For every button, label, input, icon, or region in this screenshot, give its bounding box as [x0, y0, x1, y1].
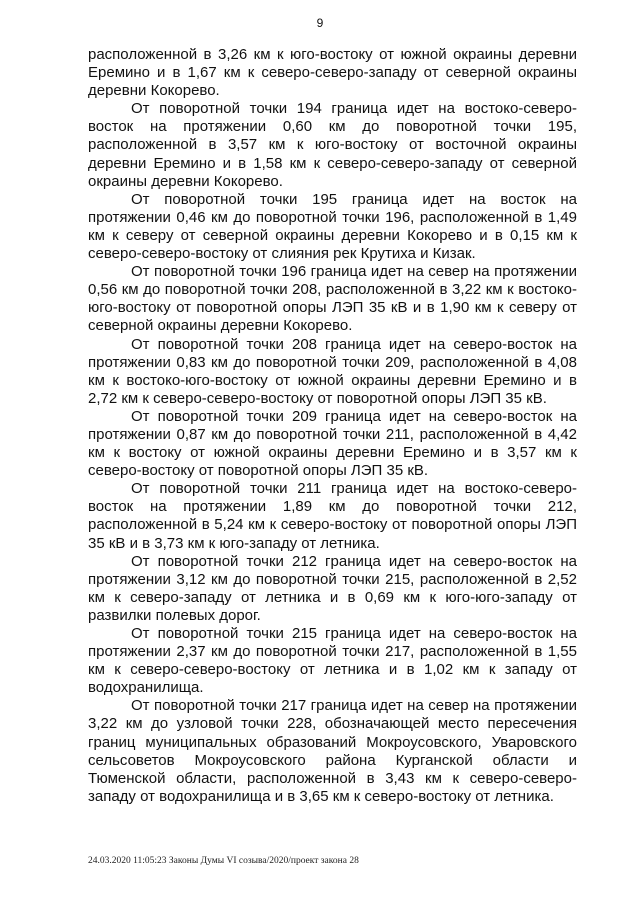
paragraph: От поворотной точки 215 граница идет на северо-восток на протяжении 2,37 км до поворотной точки 217, расположенной в 1,55 км к северо-северо-востоку от летника и в 1,02 км к западу от водохранилища.	[88, 625, 577, 697]
document-footer: 24.03.2020 11:05:23 Законы Думы VI созыва/2020/проект закона 28	[88, 856, 359, 866]
paragraph: От поворотной точки 209 граница идет на северо-восток на протяжении 0,87 км до поворотной точки 211, расположенной в 4,42 км к востоку от южной окраины деревни Еремино и в 3,57 км к северо-востоку от поворотной опоры ЛЭП 35 кВ.	[88, 407, 577, 480]
document-body	[88, 46, 577, 806]
paragraph: расположенной в 3,26 км к юго-востоку от южной окраины деревни Еремино и в 1,67 км к северо-северо-западу от северной окраины деревни Кокорево.	[88, 46, 577, 100]
paragraph: От поворотной точки 217 граница идет на север на протяжении 3,22 км до узловой точки 228, обозначающей место пересечения границ муниципальных образований Мокроусовского, Уваровского сельсоветов Мокроусовского района Курганской области и Тюменской области, расположенной в 3,43 км к северо-северо-западу от водохранилища и в 3,65 км к северо-востоку от летника.	[88, 697, 577, 805]
paragraph: От поворотной точки 212 граница идет на северо-восток на протяжении 3,12 км до поворотной точки 215, расположенной в 2,52 км к северо-западу от летника и в 0,69 км к юго-юго-западу от развилки полевых дорог.	[88, 552, 577, 624]
page-number: 9	[316, 16, 324, 30]
paragraph: От поворотной точки 194 граница идет на востоко-северо-восток на протяжении 0,60 км до поворотной точки 195, расположенной в 3,57 км к юго-востоку от восточной окраины деревни Еремино и в 1,58 км к северо-северо-западу от северной окраины деревни Кокорево.	[88, 100, 577, 190]
paragraph: От поворотной точки 208 граница идет на северо-восток на протяжении 0,83 км до поворотной точки 209, расположенной в 4,08 км к востоко-юго-востоку от южной окраины деревни Еремино и в 2,72 км к северо-северо-востоку от поворотной опоры ЛЭП 35 кВ.	[88, 335, 577, 407]
paragraph: От поворотной точки 211 граница идет на востоко-северо-восток на протяжении 1,89 км до поворотной точки 212, расположенной в 5,24 км к северо-востоку от поворотной опоры ЛЭП 35 кВ и в 3,73 км к юго-западу от летника.	[88, 480, 577, 552]
paragraph: От поворотной точки 195 граница идет на восток на протяжении 0,46 км до поворотной точки 196, расположенной в 1,49 км к северу от северной окраины деревни Кокорево и в 0,15 км к северо-северо-востоку от слияния рек Крутиха и Кизак.	[88, 190, 577, 263]
paragraph: От поворотной точки 196 граница идет на север на протяжении 0,56 км до поворотной точки 208, расположенной в 3,22 км к востоко-юго-востоку от поворотной опоры ЛЭП 35 кВ и в 1,90 км к северу от северной окраины деревни Кокорево.	[88, 263, 577, 335]
